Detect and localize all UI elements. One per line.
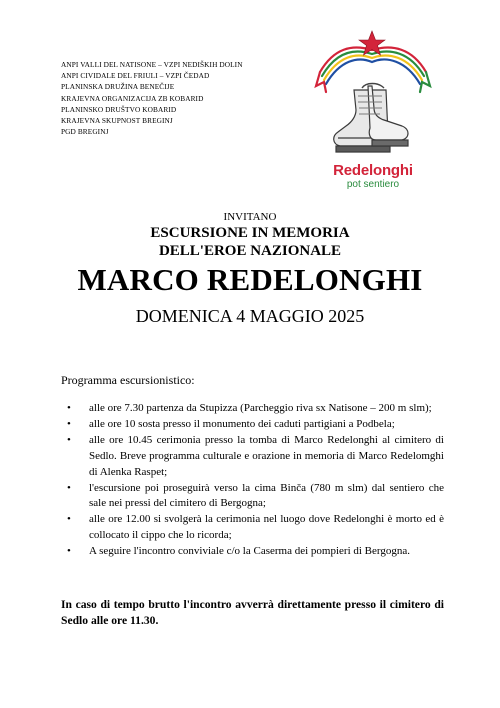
bullet-icon: • (67, 417, 71, 430)
organization-line: ANPI VALLI DEL NATISONE – VZPI NEDIŠKIH DOLIN (61, 60, 243, 69)
program-label: Programma escursionistico: (61, 373, 195, 387)
redelonghi-logo (312, 28, 434, 198)
program-item-text: alle ore 12.00 si svolgerà la cerimonia nel luogo dove Redelonghi è morto ed è collocato il cippo che lo ricorda; (89, 513, 444, 542)
organization-line: PLANINSKO DRUŠTVO KOBARID (61, 104, 177, 114)
program-item-text: l'escursione poi proseguirà verso la cima Binča (780 m slm) dal sentiero che sale nei pressi del cimitero di Bergogna; (89, 481, 444, 510)
bad-weather-note: In caso di tempo brutto l'incontro avverrà direttamente presso il cimitero di Sedlo alle ore 11.30. (61, 598, 444, 627)
event-title-line1: ESCURSIONE IN MEMORIA (150, 225, 350, 241)
list-item (61, 433, 444, 481)
event-date: DOMENICA 4 MAGGIO 2025 (135, 306, 365, 326)
program-list (61, 401, 444, 560)
list-item (61, 417, 444, 433)
organization-line: ANPI CIVIDALE DEL FRIULI – VZPI ČEDAD (61, 71, 210, 81)
list-item (61, 512, 444, 544)
bullet-icon: • (67, 481, 71, 494)
bullet-icon: • (67, 402, 71, 414)
program-item-text: alle ore 7.30 partenza da Stupizza (Parcheggio riva sx Natisone – 200 m slm); (89, 402, 432, 414)
bullet-icon: • (67, 545, 71, 558)
event-title-line2: DELL'EROE NAZIONALE (158, 243, 342, 259)
invitano-label: INVITANO (223, 211, 277, 223)
bullet-icon: • (67, 433, 71, 446)
logo-subtitle: pot sentiero (346, 179, 400, 190)
list-item (61, 544, 444, 560)
logo-graphic (312, 28, 434, 162)
ribbon-icon (316, 48, 430, 92)
program-item-text: alle ore 10.45 cerimonia presso la tomba di Marco Redelonghi al cimitero di Sedlo. Breve programma culturale e orazione in memoria di Marco Redelomghi di Alenka Raspet; (89, 433, 444, 478)
logo-title: Redelonghi (333, 162, 413, 179)
boot-icon (334, 84, 408, 153)
organization-line: PLANINSKA DRUŽINA BENEČIJE (61, 82, 175, 92)
hero-name: MARCO REDELONGHI (77, 262, 423, 297)
organization-line: PGD BREGINJ (61, 127, 109, 137)
program-item-text: A seguire l'incontro conviviale c/o la Caserma dei pompieri di Bergogna. (89, 545, 410, 558)
organization-line: KRAJEVNA ORGANIZACIJA ZB KOBARID (61, 93, 204, 103)
list-item (61, 401, 444, 417)
list-item (61, 481, 444, 513)
program-item-text: alle ore 10 sosta presso il monumento dei caduti partigiani a Podbela; (89, 417, 395, 430)
organization-line: KRAJEVNA SKUPNOST BREGINJ (61, 116, 173, 126)
bullet-icon: • (67, 513, 71, 526)
organizations-list (61, 59, 243, 137)
